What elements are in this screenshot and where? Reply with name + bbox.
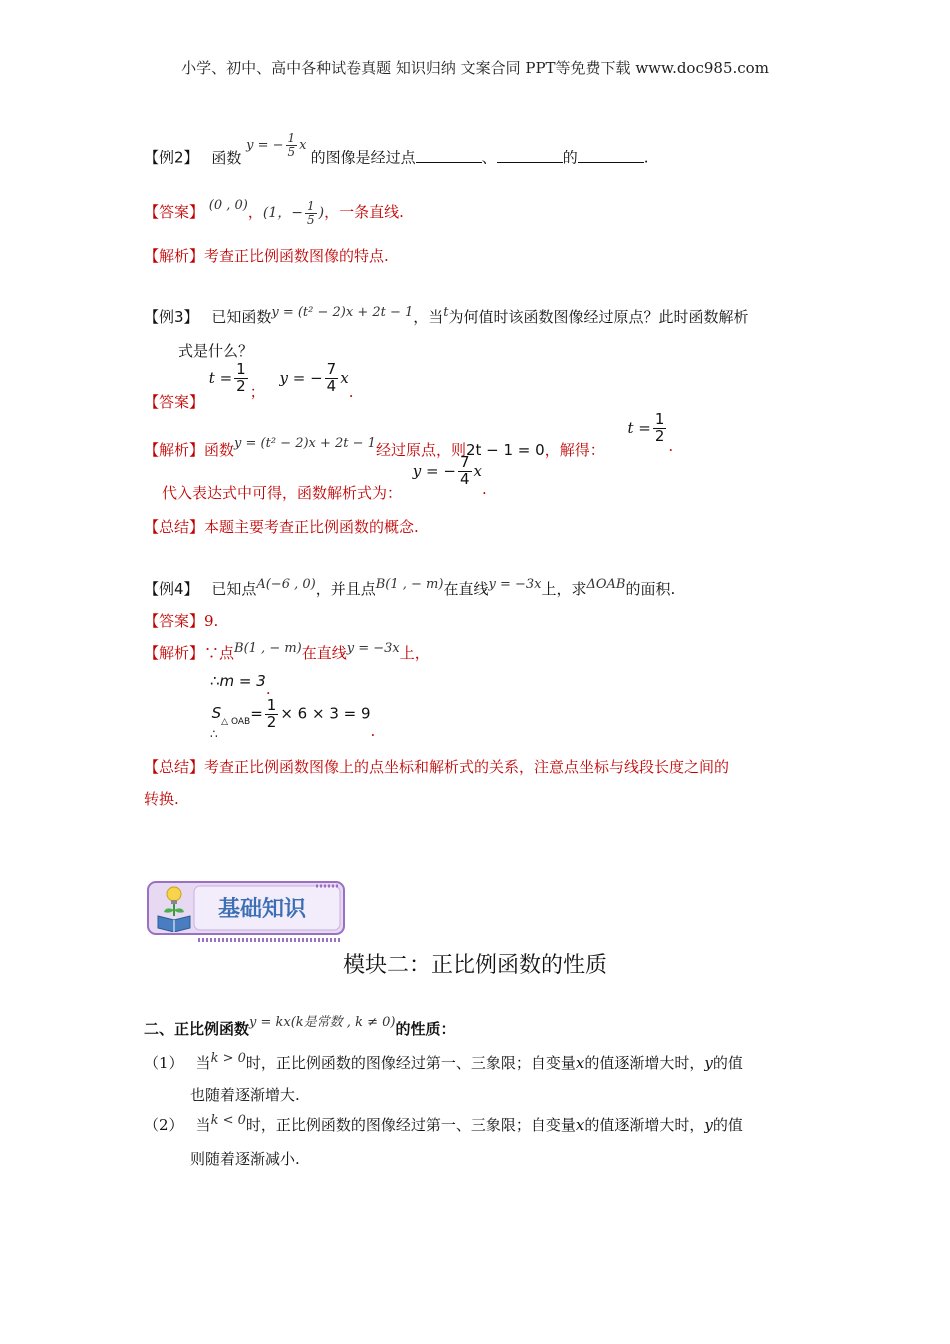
example-4-question xyxy=(144,578,675,599)
analysis-line2-text: 代入表达式中可得，函数解析式为： xyxy=(162,483,403,502)
answer-tag: 【答案】 xyxy=(144,203,205,222)
example-4-q1: 已知点 xyxy=(211,580,257,598)
analysis-text: 考查正比例函数图像的特点. xyxy=(204,247,389,265)
example-3-function: y = (t² − 2)x + 2t − 1 xyxy=(271,305,414,320)
s-subscript: △ OAB xyxy=(221,717,251,728)
analysis-a3: ，解得： xyxy=(544,440,605,459)
point-a: A(−6 , 0) xyxy=(256,577,316,592)
heading-post: 的性质： xyxy=(395,1020,456,1038)
property-1-b: 时，正比例函数的图像经过第一、三象限；自变量 xyxy=(245,1054,576,1072)
example-2-end: . xyxy=(643,148,649,167)
summary-line2: 转换. xyxy=(144,790,179,808)
summary-text: 本题主要考查正比例函数的概念. xyxy=(204,518,419,536)
area-rest: × 6 × 3 = 9 xyxy=(280,704,371,723)
line-equation: y = −3x xyxy=(488,577,542,592)
s-symbol: S xyxy=(211,704,222,723)
summary-tag: 【总结】 xyxy=(144,758,205,776)
analysis-t: t = $\frac{1}{2}$ xyxy=(627,410,665,445)
example-3-tag: 【例3】 xyxy=(144,308,199,326)
therefore-symbol-2: ∴ xyxy=(210,727,218,742)
example-2-text-pre: 函数 xyxy=(211,148,242,167)
dot-2: . xyxy=(370,722,376,741)
property-1-condition: k > 0 xyxy=(210,1051,246,1066)
m-equation: m = 3 xyxy=(219,672,266,690)
property-2 xyxy=(144,1114,743,1135)
property-1-number: （1） xyxy=(144,1054,184,1072)
module-title: 模块二：正比例函数的性质 xyxy=(342,953,607,978)
analysis-a3: 上， xyxy=(399,644,430,662)
equals: = xyxy=(250,704,263,723)
page-header: 小学、初中、高中各种试卷真题 知识归纳 文案合同 PPT等免费下载 www.doc985.com xyxy=(181,59,769,77)
therefore-symbol: ∴ xyxy=(210,672,220,690)
example-2-tag: 【例2】 xyxy=(144,148,199,167)
property-1-c: 的值逐渐增大时， xyxy=(584,1054,705,1072)
property-2-c: 的值逐渐增大时， xyxy=(584,1116,705,1134)
analysis-line2-y: y = − $\frac{7}{4}$ x xyxy=(412,453,482,488)
example-3-q2: ，当 xyxy=(413,308,444,326)
answer-end: . xyxy=(348,382,354,401)
answer-comma: ， xyxy=(247,203,263,222)
example-2-analysis xyxy=(144,245,389,266)
answer-t: t = $\frac{1}{2}$ xyxy=(208,360,246,395)
property-2-a: 当 xyxy=(195,1116,211,1134)
var-x: x xyxy=(575,1116,585,1134)
summary-line1: 考查正比例函数图像上的点坐标和解析式的关系，注意点坐标与线段长度之间的 xyxy=(204,758,730,776)
example-4-answer xyxy=(144,610,218,631)
analysis-equation: 2t − 1 = 0 xyxy=(465,440,545,459)
blank-3 xyxy=(578,148,644,163)
separator: 、 xyxy=(481,148,497,167)
example-3-q1: 已知函数 xyxy=(211,308,272,326)
answer-y: y = − $\frac{7}{4}$ x xyxy=(279,360,349,395)
var-y: y xyxy=(704,1054,713,1072)
analysis-line2-end: . xyxy=(481,479,487,498)
property-1-line2: 也随着逐渐增大. xyxy=(190,1086,300,1104)
analysis-end: . xyxy=(668,436,674,455)
analysis-tag: 【解析】 xyxy=(144,247,205,265)
because-text: ∵点 xyxy=(204,644,235,662)
example-3-q3: 为何值时该函数图像经过原点？此时函数解析 xyxy=(448,308,749,326)
answer-point-1: (0 , 0) xyxy=(208,198,248,214)
example-3-summary xyxy=(144,516,419,537)
example-3-question xyxy=(144,306,749,327)
property-2-d: 的值 xyxy=(712,1116,743,1134)
property-1 xyxy=(144,1052,743,1073)
basic-knowledge-banner xyxy=(146,880,346,946)
point-b: B(1 , − m) xyxy=(375,577,444,592)
lightbulb-book-icon xyxy=(154,884,194,932)
example-4-tag: 【例4】 xyxy=(144,580,199,598)
answer-rest: ，一条直线. xyxy=(324,203,404,222)
var-y: y xyxy=(704,1116,713,1134)
blank-2 xyxy=(497,148,563,163)
summary-tag: 【总结】 xyxy=(144,518,205,536)
answer-point-2: (1，− $\frac{1}{5}$ ) xyxy=(262,199,325,227)
dot: . xyxy=(265,680,271,698)
example-2-answer xyxy=(144,200,404,226)
answer-tag: 【答案】 xyxy=(144,392,205,411)
property-1-d: 的值 xyxy=(712,1054,743,1072)
properties-heading xyxy=(144,1015,456,1039)
example-4-summary xyxy=(144,756,729,777)
analysis-a1: 函数 xyxy=(204,440,235,459)
heading-pre: 二、正比例函数 xyxy=(144,1020,250,1038)
property-1-a: 当 xyxy=(195,1054,211,1072)
analysis-line: y = −3x xyxy=(346,641,400,656)
example-4-q2: ，并且点 xyxy=(315,580,376,598)
example-3-t: t xyxy=(443,305,449,320)
example-2-question xyxy=(144,131,649,172)
example-3-analysis xyxy=(144,410,674,459)
triangle-label: ΔOAB xyxy=(586,577,626,592)
example-3-q4: 式是什么？ xyxy=(178,342,254,360)
example-2-text-mid1: 的图像是经过点 xyxy=(310,148,416,167)
analysis-a2: 在直线 xyxy=(301,644,347,662)
example-3-answer xyxy=(144,360,354,411)
example-3-analysis-line2 xyxy=(162,453,487,502)
example-4-q5: 的面积. xyxy=(625,580,676,598)
blank-1 xyxy=(416,148,482,163)
example-4-q3: 在直线 xyxy=(443,580,489,598)
answer-tag: 【答案】 xyxy=(144,612,205,630)
property-2-b: 时，正比例函数的图像经过第一、三象限；自变量 xyxy=(245,1116,576,1134)
analysis-function: y = (t² − 2)x + 2t − 1 xyxy=(234,435,376,451)
analysis-tag: 【解析】 xyxy=(144,644,205,662)
property-2-line2: 则随着逐渐减小. xyxy=(190,1150,300,1168)
analysis-tag: 【解析】 xyxy=(144,440,205,459)
var-x: x xyxy=(575,1054,585,1072)
answer-value: 9. xyxy=(204,612,219,630)
answer-sep: ； xyxy=(249,382,265,401)
banner-label: 基础知识 xyxy=(218,897,307,922)
example-2-function: y = − $\frac{1}{5}$ x xyxy=(246,131,307,159)
property-2-condition: k < 0 xyxy=(210,1113,246,1128)
property-2-number: （2） xyxy=(144,1116,184,1134)
analysis-a2: 经过原点，则 xyxy=(375,440,466,459)
heading-function: y = kx(k是常数 , k ≠ 0) xyxy=(249,1015,396,1030)
example-4-analysis xyxy=(144,642,430,663)
therefore-m xyxy=(210,672,271,698)
analysis-point-b: B(1 , − m) xyxy=(234,641,302,656)
example-2-text-mid2: 的 xyxy=(562,148,578,167)
example-4-q4: 上，求 xyxy=(541,580,587,598)
area-equation: $_\therefore S_{\triangle OAB}=$ $\frac{1}{2}$ × 6 × 3 = 9. xyxy=(210,696,376,742)
